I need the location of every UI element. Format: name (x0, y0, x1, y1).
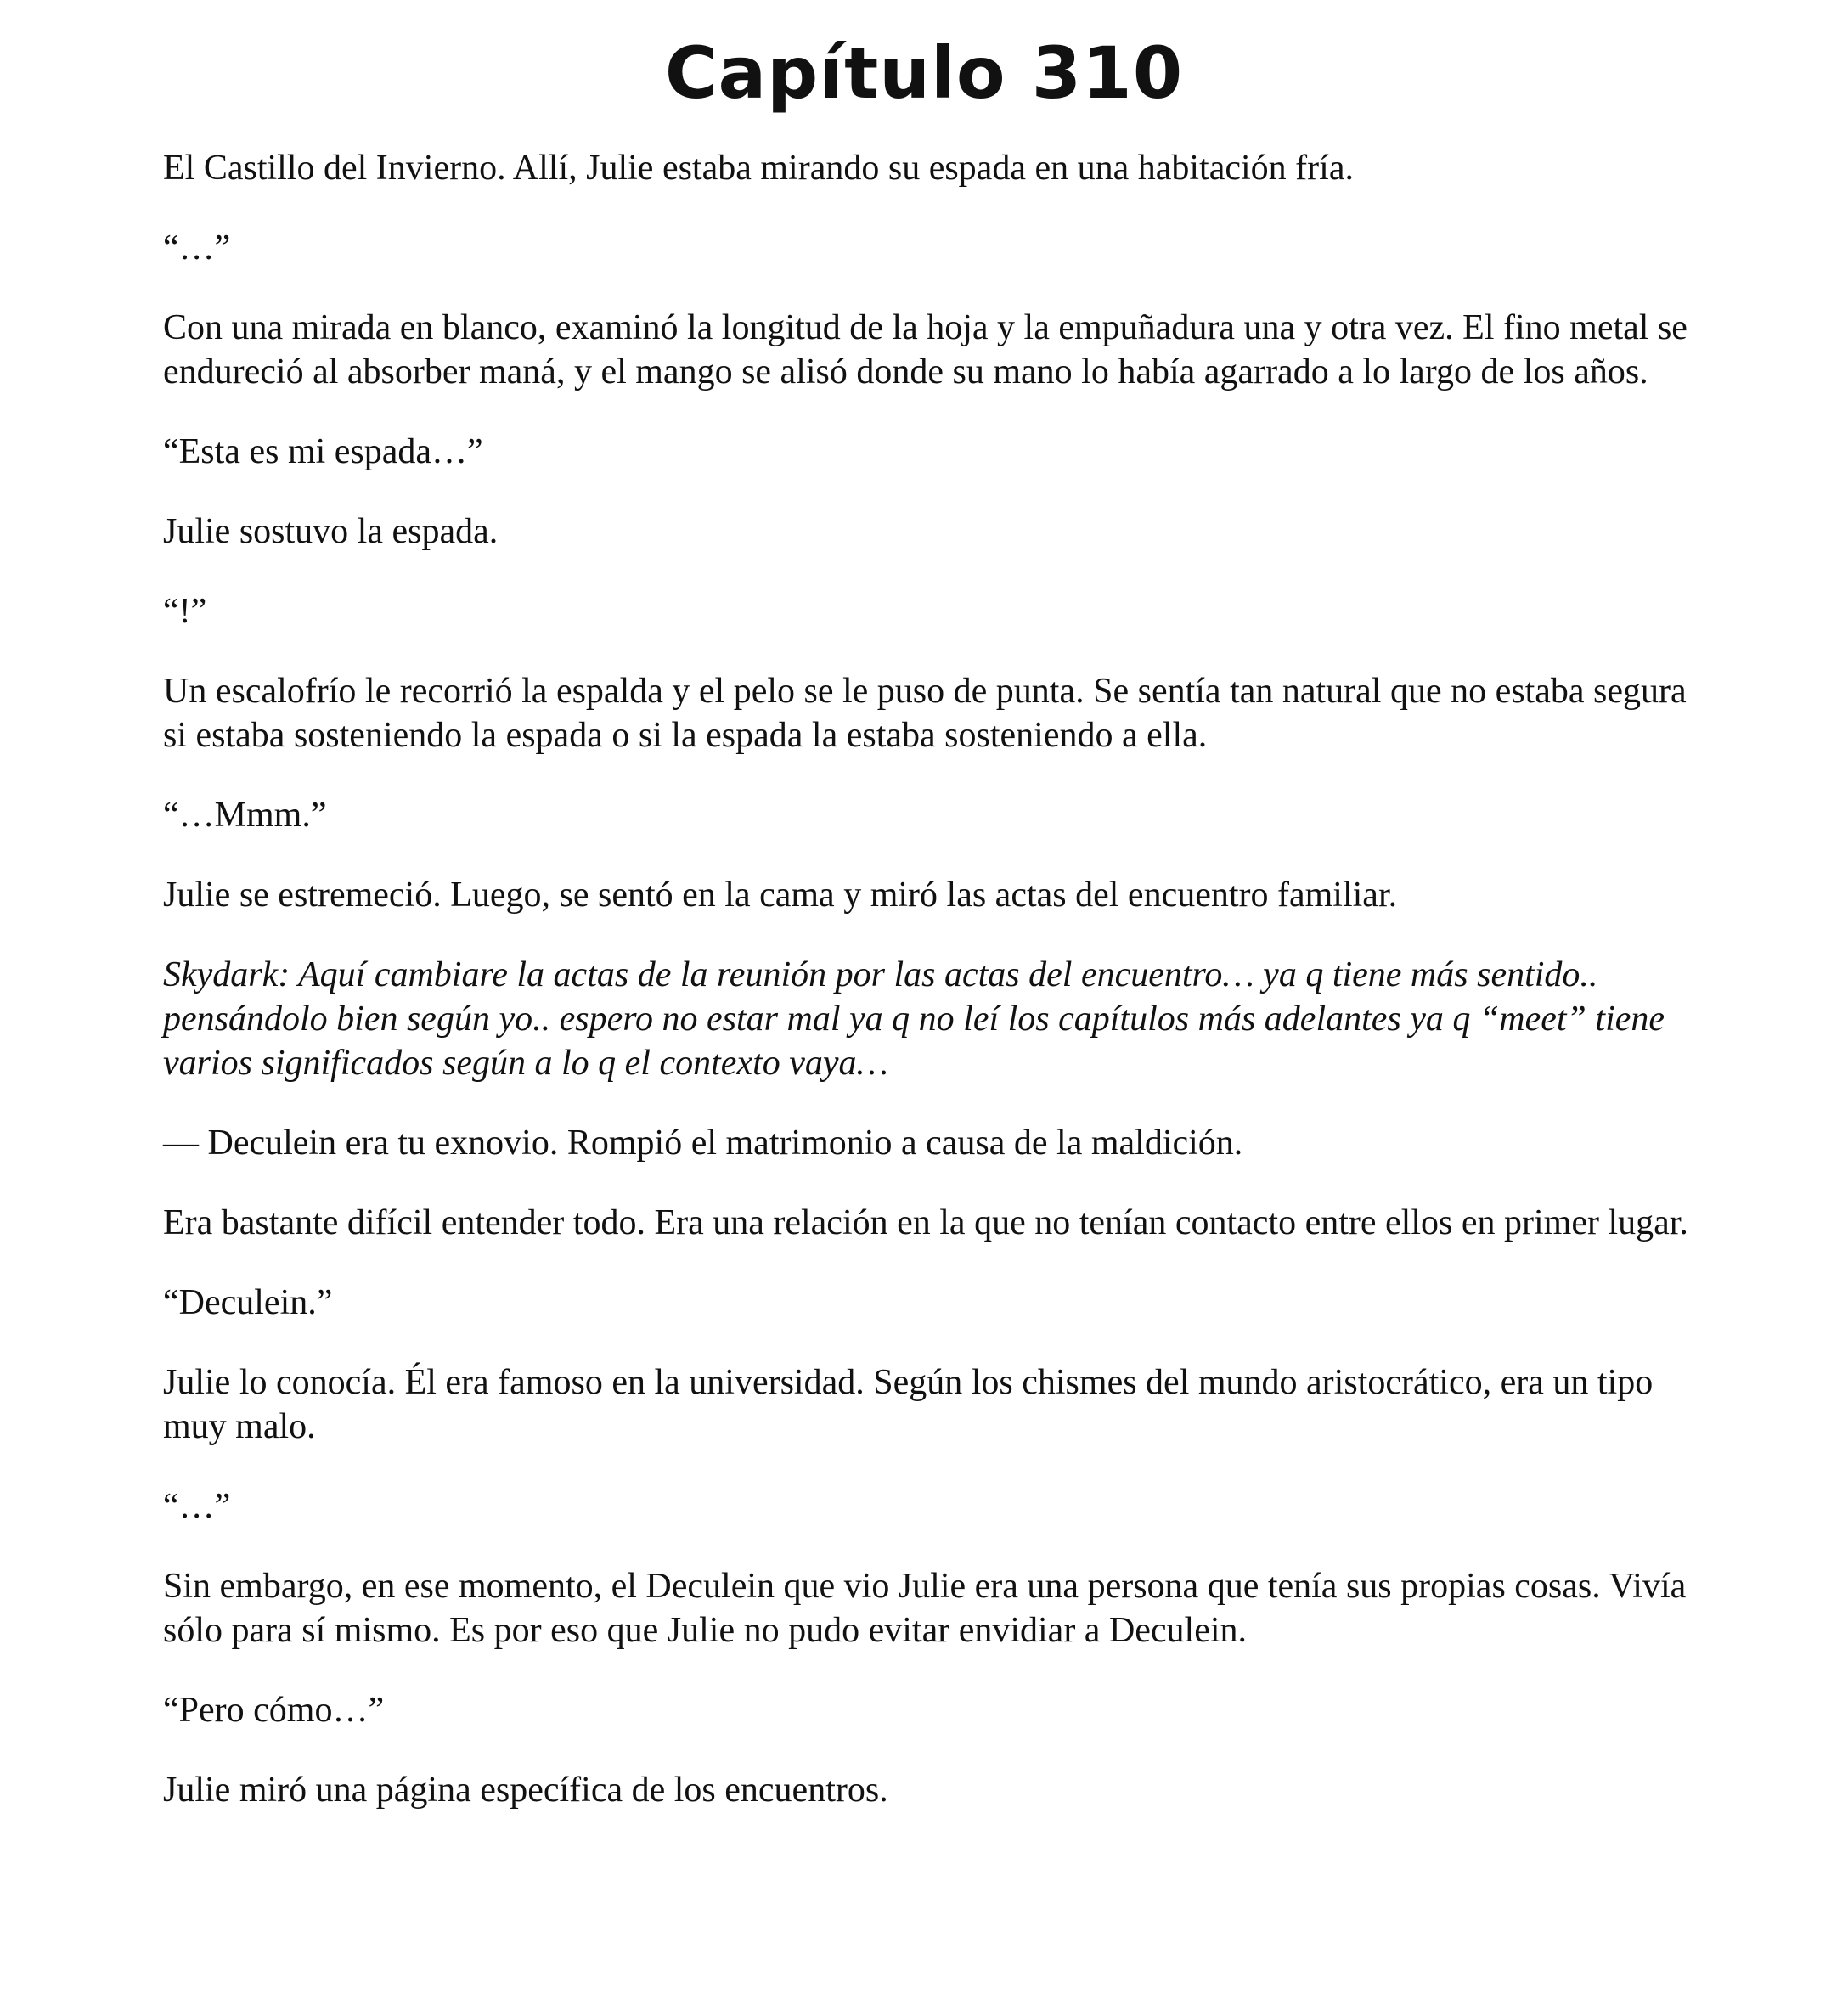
paragraph: “…” (163, 228, 231, 267)
paragraph: “Pero cómo…” (163, 1691, 385, 1730)
paragraph: Sin embargo, en ese momento, el Deculein que vio Julie era una persona que tenía sus propias cosas. Vivía sólo para sí mismo. Es por eso que Julie no pudo evitar envidiar a Deculein. (163, 1567, 1687, 1650)
paragraph: “Deculein.” (163, 1283, 333, 1322)
chapter-body (163, 146, 1692, 1848)
paragraph: Julie se estremeció. Luego, se sentó en la cama y miró las actas del encuentro familiar. (163, 876, 1398, 915)
paragraph: Un escalofrío le recorrió la espalda y el pelo se le puso de punta. Se sentía tan natural que no estaba segura si estaba sosteniendo la espada o si la espada la estaba sosteniendo a ella. (163, 672, 1687, 755)
paragraph: Julie miró una página específica de los encuentros. (163, 1771, 888, 1810)
paragraph: “Esta es mi espada…” (163, 432, 483, 471)
paragraph: Con una mirada en blanco, examinó la longitud de la hoja y la empuñadura una y otra vez. El fino metal se endureció al absorber maná, y el mango se alisó donde su mano lo había agarrado a lo largo de los años. (163, 308, 1687, 391)
paragraph: — Deculein era tu exnovio. Rompió el matrimonio a causa de la maldición. (163, 1123, 1243, 1163)
paragraph: Julie sostuvo la espada. (163, 512, 499, 551)
paragraph: Era bastante difícil entender todo. Era una relación en la que no tenían contacto entre ellos en primer lugar. (163, 1203, 1688, 1242)
paragraph: “…Mmm.” (163, 796, 327, 835)
paragraph: Julie lo conocía. Él era famoso en la universidad. Según los chismes del mundo aristocrático, era un tipo muy malo. (163, 1363, 1654, 1446)
paragraph: El Castillo del Invierno. Allí, Julie estaba mirando su espada en una habitación fría. (163, 149, 1354, 188)
chapter-title: Capítulo 310 (664, 31, 1184, 115)
translator-note: Skydark: Aquí cambiare la actas de la reunión por las actas del encuentro… ya q tiene más sentido.. pensándolo bien según yo.. espero no estar mal ya q no leí los capítulos más adelantes ya q “meet” tiene varios significados según a lo q el contexto vaya… (163, 955, 1665, 1083)
paragraph: “!” (163, 592, 207, 631)
paragraph: “…” (163, 1487, 231, 1526)
